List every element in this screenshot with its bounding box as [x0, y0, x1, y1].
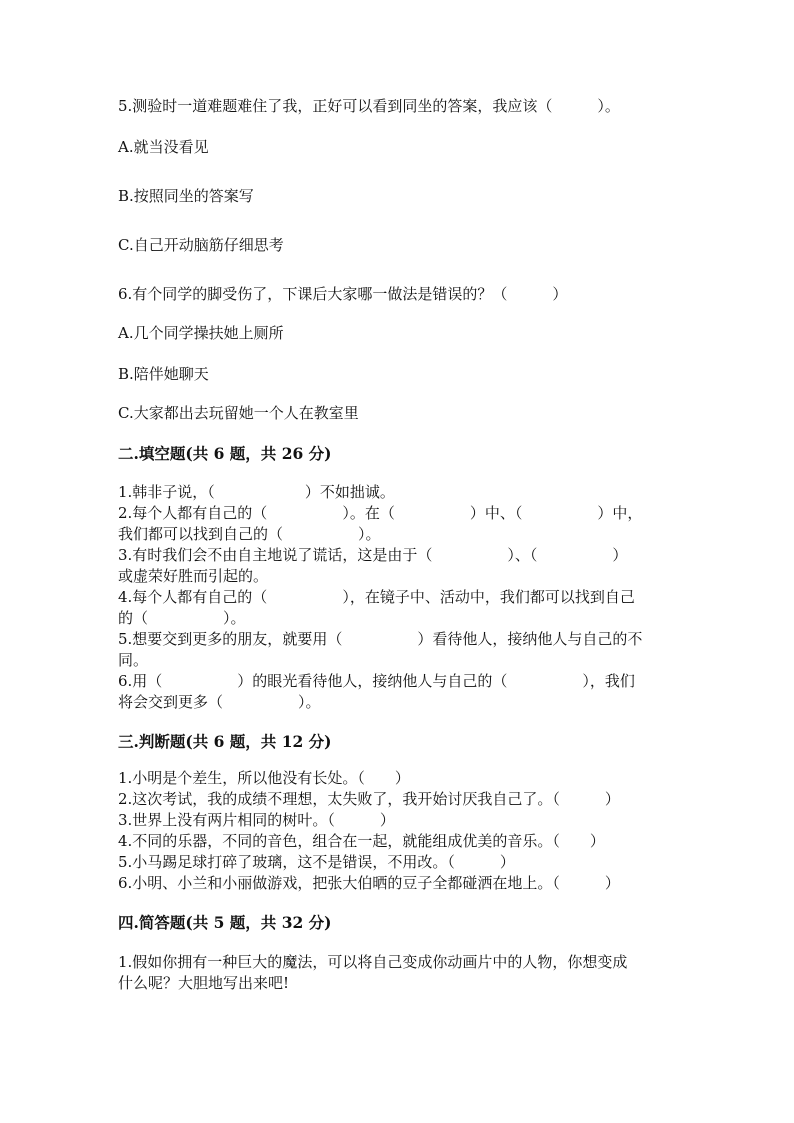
- section-3-line: 6.小明、小兰和小丽做游戏，把张大伯晒的豆子全都碰洒在地上。（ ）: [118, 874, 620, 892]
- question-5-option-a: A.就当没看见: [118, 138, 209, 156]
- section-3-line: 1.小明是个差生，所以他没有长处。（ ）: [118, 769, 410, 787]
- section-4-line: 什么呢？大胆地写出来吧!: [118, 974, 290, 992]
- section-3-line: 4.不同的乐器，不同的音色，组合在一起，就能组成优美的音乐。（ ）: [118, 832, 605, 850]
- section-2-line: 5.想要交到更多的朋友，就要用（ ）看待他人，接纳他人与自己的不: [118, 630, 643, 648]
- section-2-line: 的（ ）。: [118, 609, 246, 627]
- section-2-line: 2.每个人都有自己的（ ）。在（ ）中、（ ）中，: [118, 504, 643, 522]
- section-4-line: 1.假如你拥有一种巨大的魔法，可以将自己变成你动画片中的人物，你想变成: [118, 953, 628, 971]
- question-6-option-a: A.几个同学操扶她上厕所: [118, 324, 284, 342]
- section-3-heading: 三.判断题(共 6 题，共 12 分): [118, 732, 332, 751]
- section-3-line: 5.小马踢足球打碎了玻璃，这不是错误，不用改。（ ）: [118, 853, 515, 871]
- section-2-line: 同。: [118, 651, 149, 669]
- section-2-heading: 二.填空题(共 6 题，共 26 分): [118, 444, 332, 463]
- question-5-stem: 5.测验时一道难题难住了我，正好可以看到同坐的答案，我应该（ ）。: [118, 97, 620, 115]
- question-6-stem: 6.有个同学的脚受伤了，下课后大家哪一做法是错误的？（ ）: [118, 285, 568, 303]
- question-6-option-b: B.陪伴她聊天: [118, 365, 209, 383]
- section-3-line: 3.世界上没有两片相同的树叶。（ ）: [118, 811, 395, 829]
- question-5-option-b: B.按照同坐的答案写: [118, 187, 254, 205]
- section-3-line: 2.这次考试，我的成绩不理想，太失败了，我开始讨厌我自己了。（ ）: [118, 790, 620, 808]
- section-2-line: 4.每个人都有自己的（ ），在镜子中、活动中，我们都可以找到自己: [118, 588, 635, 606]
- section-2-line: 我们都可以找到自己的（ ）。: [118, 525, 381, 543]
- question-6-option-c: C.大家都出去玩留她一个人在教室里: [118, 404, 359, 422]
- section-2-line: 1.韩非子说，（ ）不如拙诚。: [118, 483, 395, 501]
- section-2-line: 将会交到更多（ ）。: [118, 693, 321, 711]
- section-2-line: 3.有时我们会不由自主地说了谎话，这是由于（ ）、（ ）: [118, 546, 628, 564]
- section-2-line: 或虚荣好胜而引起的。: [118, 567, 269, 585]
- section-2-line: 6.用（ ）的眼光看待他人，接纳他人与自己的（ ），我们: [118, 672, 635, 690]
- question-5-option-c: C.自己开动脑筋仔细思考: [118, 236, 284, 254]
- section-4-heading: 四.简答题(共 5 题，共 32 分): [118, 913, 332, 932]
